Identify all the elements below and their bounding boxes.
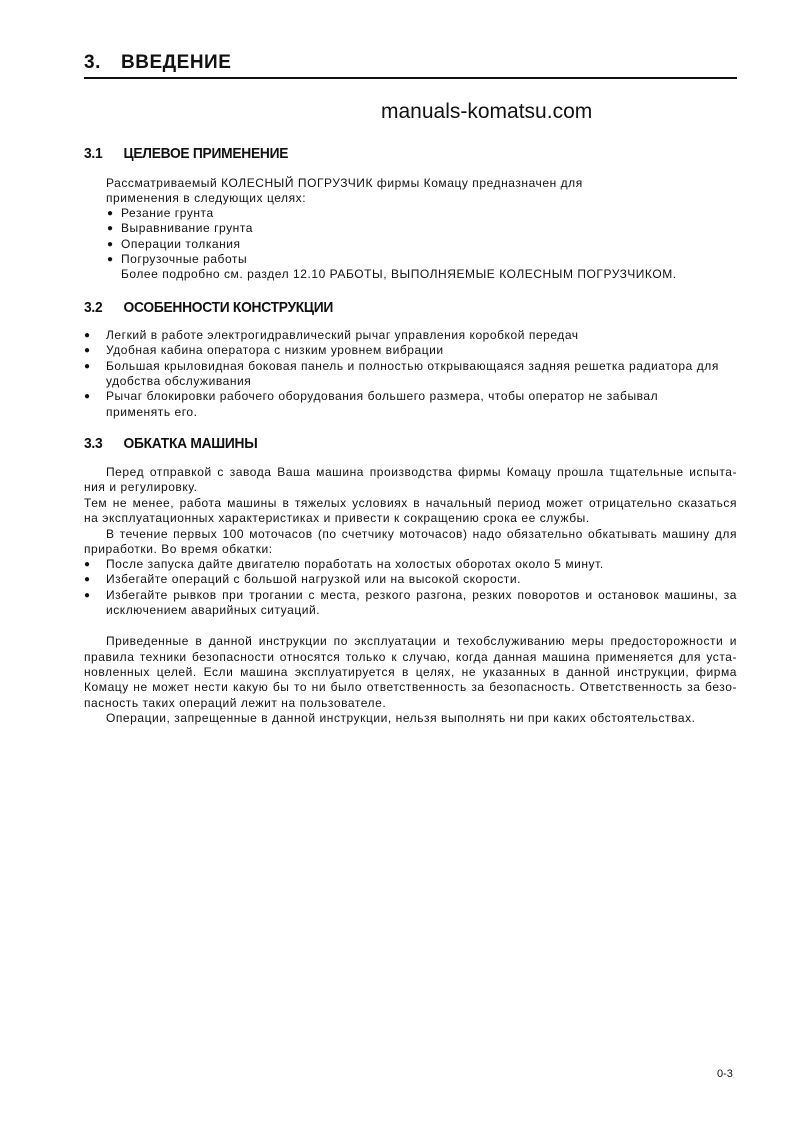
list-item: применять его. [106, 404, 198, 419]
paragraph-line: приработки. Во время обкатки: [84, 542, 273, 556]
paragraph-line: ния и регулировку. [84, 480, 198, 494]
chapter-title: 3. ВВЕДЕНИЕ [84, 52, 232, 73]
list-item: Рычаг блокировки рабочего оборудования большего размера, чтобы оператор не забывал [106, 389, 659, 404]
paragraph-line: применения в следующих целях: [106, 191, 307, 205]
bullet-icon: ● [84, 391, 91, 403]
list-item: Операции толкания [121, 236, 241, 251]
list-item: Избегайте рывков при трогании с места, резкого разгона, резких поворотов и остановок машины, за [106, 587, 737, 602]
paragraph-line: Перед отправкой с завода Ваша машина производства фирмы Комацу прошла тщательные испыта- [106, 465, 737, 479]
list-item: исключением аварийных ситуаций. [106, 602, 321, 617]
paragraph-line: новленных целей. Если машина эксплуатируется в целях, не указанных в данной инструкции, фирма [84, 665, 737, 679]
list-item: Погрузочные работы [121, 251, 248, 266]
paragraph-line: Приведенные в данной инструкции по эксплуатации и техобслуживанию меры предосторожности и [106, 634, 737, 648]
list-item: Удобная кабина оператора с низким уровнем вибрации [106, 343, 444, 358]
bullet-icon: ● [84, 559, 91, 570]
page-number: 0-3 [717, 1068, 733, 1080]
paragraph-line: В течение первых 100 моточасов (по счетчику моточасов) надо обязательно обкатывать машину для [106, 527, 737, 541]
list-item: Легкий в работе электрогидравлический рычаг управления коробкой передач [106, 328, 579, 342]
bullet-icon: ● [107, 223, 114, 235]
paragraph-line: Более подробно см. раздел 12.10 РАБОТЫ, ВЫПОЛНЯЕМЫЕ КОЛЕСНЫМ ПОГРУЗЧИКОМ. [121, 267, 677, 281]
paragraph-line: Комацу не может нести какую бы то ни было ответственность за безопасность. Ответственность за безо- [84, 680, 737, 694]
bullet-icon: ● [84, 360, 91, 372]
paragraph-line: Рассматриваемый КОЛЕСНЫЙ ПОГРУЗЧИК фирмы Комацу предназначен для [106, 176, 583, 190]
list-item: Выравнивание грунта [121, 221, 253, 236]
bullet-icon: ● [107, 208, 114, 219]
watermark: manuals-komatsu.com [381, 100, 593, 123]
paragraph-line: правила техники безопасности относятся только к случаю, когда данная машина применяется для уста- [84, 650, 737, 664]
list-item: удобства обслуживания [106, 373, 252, 388]
bullet-icon: ● [107, 253, 114, 265]
paragraph-line: пасность таких операций лежит на пользователе. [84, 696, 387, 710]
paragraph-line: Тем не менее, работа машины в тяжелых условиях в начальный период может отрицательно сказаться [84, 496, 737, 510]
chapter-rule [84, 77, 737, 79]
section-heading-3-1: 3.1 ЦЕЛЕВОЕ ПРИМЕНЕНИЕ [84, 145, 289, 162]
bullet-icon: ● [107, 238, 114, 250]
paragraph-line: Операции, запрещенные в данной инструкции, нельзя выполнять ни при каких обстоятельствах. [106, 711, 696, 725]
list-item: Большая крыловидная боковая панель и полностью открывающаяся задняя решетка радиатора для [106, 358, 719, 373]
list-item: Резание грунта [121, 206, 214, 220]
paragraph-line: на эксплуатационных характеристиках и привести к сокращению срока ее службы. [84, 511, 590, 525]
bullet-icon: ● [84, 345, 91, 357]
section-heading-3-2: 3.2 ОСОБЕННОСТИ КОНСТРУКЦИИ [84, 299, 334, 316]
bullet-icon: ● [84, 330, 91, 341]
bullet-icon: ● [84, 574, 91, 586]
list-item: После запуска дайте двигателю поработать на холостых оборотах около 5 минут. [106, 557, 604, 571]
list-item: Избегайте операций с большой нагрузкой или на высокой скорости. [106, 572, 521, 587]
bullet-icon: ● [84, 589, 91, 601]
section-heading-3-3: 3.3 ОБКАТКА МАШИНЫ [84, 435, 258, 452]
